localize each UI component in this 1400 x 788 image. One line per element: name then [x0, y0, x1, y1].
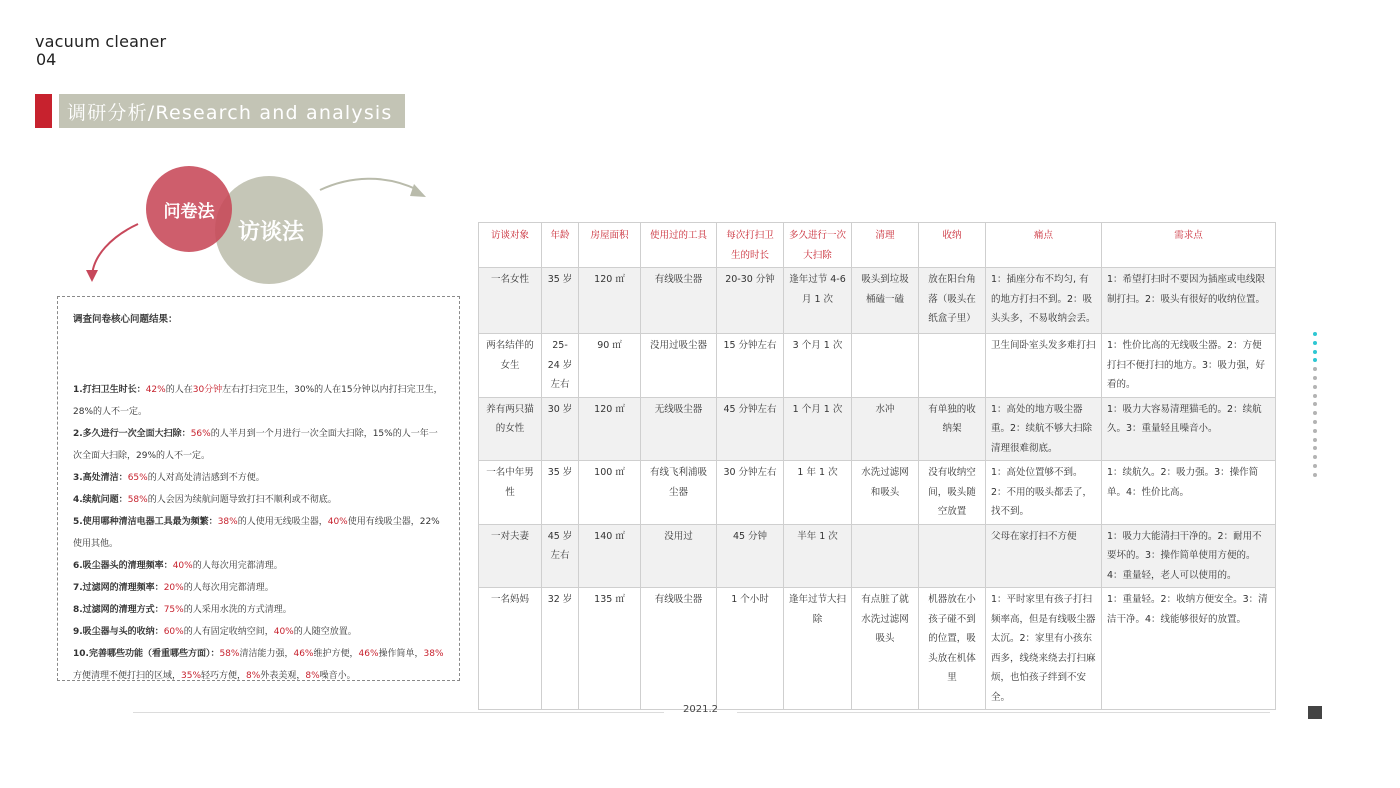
table-cell: 1：希望打扫时不要因为插座或电线限制打扫。2：吸头有很好的收纳位置。 [1102, 268, 1276, 334]
survey-text: 的人每次用完都清理。 [192, 561, 283, 571]
table-column-header: 房屋面积 [579, 223, 641, 268]
table-row [479, 524, 1276, 588]
survey-item-label: 9.吸尘器与头的收纳： [73, 627, 164, 637]
table-cell: 32 岁 [542, 588, 579, 710]
survey-item-label: 8.过滤网的清理方式： [73, 605, 164, 615]
table-cell: 两名结伴的女生 [479, 334, 542, 398]
survey-highlight-value: 38% [217, 517, 238, 527]
table-cell: 有点脏了就水洗过滤网吸头 [852, 588, 919, 710]
survey-highlight-value: 40% [273, 627, 294, 637]
table-column-header: 收纳 [919, 223, 986, 268]
survey-item [73, 423, 445, 467]
table-cell: 没用过吸尘器 [641, 334, 717, 398]
survey-item-label: 4.续航问题： [73, 495, 128, 505]
survey-text: 的人每次用完都清理。 [183, 583, 274, 593]
survey-highlight-value: 65% [127, 473, 148, 483]
table-cell: 吸头到垃圾桶磕一磕 [852, 268, 919, 334]
table-cell: 无线吸尘器 [641, 397, 717, 461]
arrow-to-survey [92, 224, 138, 278]
survey-item-label: 10.完善哪些功能（看重哪些方面）： [73, 649, 220, 659]
table-cell: 没有收纳空间，吸头随空放置 [919, 461, 986, 525]
table-cell: 30 分钟左右 [717, 461, 784, 525]
interview-table [478, 222, 1276, 710]
table-cell: 45 岁左右 [542, 524, 579, 588]
survey-text: 轻巧方便， [201, 671, 247, 681]
table-header-row [479, 223, 1276, 268]
survey-item-label: 3.高处清洁： [73, 473, 128, 483]
table-cell: 有线吸尘器 [641, 268, 717, 334]
table-row [479, 397, 1276, 461]
table-body [479, 268, 1276, 710]
page-dot [1313, 402, 1317, 406]
survey-item [73, 643, 445, 687]
table-cell: 水洗过滤网和吸头 [852, 461, 919, 525]
brand-title: vacuum cleaner [35, 32, 167, 51]
page-dot [1313, 420, 1317, 424]
table-column-header: 痛点 [986, 223, 1102, 268]
survey-item [73, 511, 445, 555]
survey-highlight-value: 40% [327, 517, 348, 527]
arrow-head-table [410, 184, 426, 197]
survey-item [73, 555, 445, 577]
page-dot [1313, 429, 1317, 433]
survey-list [73, 379, 445, 687]
table-cell: 水冲 [852, 397, 919, 461]
survey-highlight-value: 20% [163, 583, 184, 593]
survey-item [73, 577, 445, 599]
table-cell: 1 年 1 次 [784, 461, 852, 525]
table-cell [919, 524, 986, 588]
survey-highlight-value: 42% [145, 385, 166, 395]
arrow-head-survey [86, 270, 98, 282]
survey-text: 的人随空放置。 [293, 627, 357, 637]
table-cell: 1：高处的地方吸尘器重。2：续航不够大扫除清理很难彻底。 [986, 397, 1102, 461]
table-cell: 逢年过节大扫除 [784, 588, 852, 710]
survey-text: 使用有线吸尘器，22%使用其他。 [73, 517, 440, 549]
table-cell: 15 分钟左右 [717, 334, 784, 398]
table-cell: 放在阳台角落（吸头在纸盒子里） [919, 268, 986, 334]
survey-item [73, 599, 445, 621]
survey-text: 的人会因为续航问题导致打扫不顺利或不彻底。 [147, 495, 337, 505]
page-dot [1313, 385, 1317, 389]
survey-text: 噪音小。 [319, 671, 356, 681]
survey-method-label: 问卷法 [163, 201, 215, 222]
page-dot [1313, 455, 1317, 459]
table-cell: 1 个小时 [717, 588, 784, 710]
page-dot-active [1313, 341, 1317, 345]
table-cell: 一名中年男性 [479, 461, 542, 525]
table-row [479, 334, 1276, 398]
survey-item [73, 467, 445, 489]
survey-item [73, 621, 445, 643]
table-column-header: 需求点 [1102, 223, 1276, 268]
survey-item [73, 379, 445, 423]
survey-text: 的人使用无线吸尘器， [237, 517, 328, 527]
table-cell: 1：插座分布不均匀, 有的地方打扫不到。2：吸头头多，不易收纳会丢。 [986, 268, 1102, 334]
table-row [479, 588, 1276, 710]
survey-highlight-value: 8% [305, 671, 320, 681]
table-cell: 90 ㎡ [579, 334, 641, 398]
table-cell: 3 个月 1 次 [784, 334, 852, 398]
table-cell: 45 分钟 [717, 524, 784, 588]
survey-text: 维护方便， [313, 649, 359, 659]
survey-highlight-value: 38% [423, 649, 444, 659]
survey-item-label: 5.使用哪种清洁电器工具最为频繁： [73, 517, 218, 527]
survey-text: 左右打扫完卫生，30%的人在15分钟以内打扫完卫生，28%的人不一定。 [73, 385, 443, 417]
table-cell: 机器放在小孩子碰不到的位置，吸头放在机体里 [919, 588, 986, 710]
table-cell: 135 ㎡ [579, 588, 641, 710]
section-title: 调研分析/Research and analysis [67, 101, 393, 124]
survey-highlight-value: 60% [163, 627, 184, 637]
title-accent-block [35, 94, 52, 128]
table-column-header: 访谈对象 [479, 223, 542, 268]
page-number: 04 [36, 50, 57, 69]
page-dot [1313, 394, 1317, 398]
survey-highlight-value: 46% [293, 649, 314, 659]
survey-text: 的人对高处清洁感到不方便。 [147, 473, 265, 483]
survey-text: 的人采用水洗的方式清理。 [183, 605, 292, 615]
footer-line-right [737, 712, 1270, 713]
table-cell: 没用过 [641, 524, 717, 588]
table-column-header: 使用过的工具 [641, 223, 717, 268]
survey-item-label: 6.吸尘器头的清理频率： [73, 561, 173, 571]
table-cell: 一名女性 [479, 268, 542, 334]
table-cell: 半年 1 次 [784, 524, 852, 588]
survey-highlight-value: 40% [172, 561, 193, 571]
title-background [59, 94, 405, 128]
table-column-header: 多久进行一次大扫除 [784, 223, 852, 268]
footer-square-icon [1308, 706, 1322, 719]
table-cell: 有线吸尘器 [641, 588, 717, 710]
page-dot [1313, 411, 1317, 415]
survey-item-label: 7.过滤网的清理频率： [73, 583, 164, 593]
table-column-header: 清理 [852, 223, 919, 268]
table-cell: 一名妈妈 [479, 588, 542, 710]
page-dot [1313, 473, 1317, 477]
table-cell: 1：重量轻。2：收纳方便安全。3：清洁干净。4：线能够很好的放置。 [1102, 588, 1276, 710]
survey-item-label: 1.打扫卫生时长： [73, 385, 146, 395]
table-column-header: 每次打扫卫生的时长 [717, 223, 784, 268]
page-dot-active [1313, 332, 1317, 336]
survey-text: 的人在 [165, 385, 193, 395]
table-cell: 卫生间卧室头发多难打扫 [986, 334, 1102, 398]
table-cell: 100 ㎡ [579, 461, 641, 525]
table-cell: 1：高处位置够不到。2：不用的吸头都丢了，找不到。 [986, 461, 1102, 525]
interview-method-circle [215, 176, 323, 284]
table-cell: 1：性价比高的无线吸尘器。2：方便打扫不便打扫的地方。3：吸力强，好看的。 [1102, 334, 1276, 398]
survey-text: 外表美观， [260, 671, 306, 681]
section-title-bar [35, 94, 405, 128]
footer-line-left [133, 712, 664, 713]
table-cell: 一对夫妻 [479, 524, 542, 588]
survey-highlight-value: 58% [127, 495, 148, 505]
table-cell [852, 334, 919, 398]
interview-method-label: 访谈法 [237, 219, 304, 245]
table-row [479, 268, 1276, 334]
survey-highlight-value: 58% [219, 649, 240, 659]
table-cell: 30 岁 [542, 397, 579, 461]
table-cell: 35 岁 [542, 268, 579, 334]
arrow-to-table [320, 179, 418, 190]
page-dot [1313, 464, 1317, 468]
footer-date: 2021.2 [683, 704, 718, 715]
page-dot-active [1313, 350, 1317, 354]
table-cell: 35 岁 [542, 461, 579, 525]
table-cell: 逢年过节 4-6 月 1 次 [784, 268, 852, 334]
table-column-header: 年龄 [542, 223, 579, 268]
survey-results-box [57, 296, 460, 681]
survey-highlight-value: 46% [358, 649, 379, 659]
page-dot [1313, 438, 1317, 442]
page-dot-active [1313, 358, 1317, 362]
survey-highlight-value: 56% [190, 429, 211, 439]
table-cell: 120 ㎡ [579, 268, 641, 334]
table-cell: 45 分钟左右 [717, 397, 784, 461]
page-indicator [1313, 332, 1319, 482]
table-cell: 1：平时家里有孩子打扫频率高，但是有线吸尘器太沉。2：家里有小孩东西多，线绕来绕去打扫麻烦，也怕孩子绊到不安全。 [986, 588, 1102, 710]
table-cell: 有单独的收纳架 [919, 397, 986, 461]
table-cell: 140 ㎡ [579, 524, 641, 588]
table-cell: 20-30 分钟 [717, 268, 784, 334]
table-cell [919, 334, 986, 398]
survey-item-label: 2.多久进行一次全面大扫除： [73, 429, 191, 439]
survey-highlight-value: 75% [163, 605, 184, 615]
survey-highlight-value: 30分钟 [192, 385, 223, 395]
table-cell: 120 ㎡ [579, 397, 641, 461]
page-dot [1313, 376, 1317, 380]
page-dot [1313, 446, 1317, 450]
table-cell: 1：吸力大容易清理猫毛的。2：续航久。3：重量轻且噪音小。 [1102, 397, 1276, 461]
survey-method-circle [146, 166, 232, 252]
table-cell: 1 个月 1 次 [784, 397, 852, 461]
survey-text: 的人半月到一个月进行一次全面大扫除，15%的人一年一次全面大扫除，29%的人不一定。 [73, 429, 438, 461]
table-cell: 1：吸力大能清扫干净的。2：耐用不要坏的。3：操作简单使用方便的。4：重量轻，老人可以使用的。 [1102, 524, 1276, 588]
table-cell [852, 524, 919, 588]
survey-heading: 调查问卷核心问题结果： [73, 314, 178, 325]
table-cell: 父母在家打扫不方便 [986, 524, 1102, 588]
table-row [479, 461, 1276, 525]
page-dot [1313, 367, 1317, 371]
survey-text: 清洁能力强， [239, 649, 294, 659]
table-cell: 25-24 岁左右 [542, 334, 579, 398]
table-cell: 有线飞利浦吸尘器 [641, 461, 717, 525]
interview-table-wrap [478, 222, 1276, 710]
table-cell: 养有两只猫的女性 [479, 397, 542, 461]
survey-text: 操作简单， [378, 649, 424, 659]
survey-item [73, 489, 445, 511]
survey-highlight-value: 35% [181, 671, 202, 681]
survey-highlight-value: 8% [246, 671, 261, 681]
survey-text: 的人有固定收纳空间， [183, 627, 274, 637]
table-cell: 1：续航久。2：吸力强。3：操作简单。4：性价比高。 [1102, 461, 1276, 525]
survey-text: 方便清理不便打扫的区域， [73, 671, 182, 681]
